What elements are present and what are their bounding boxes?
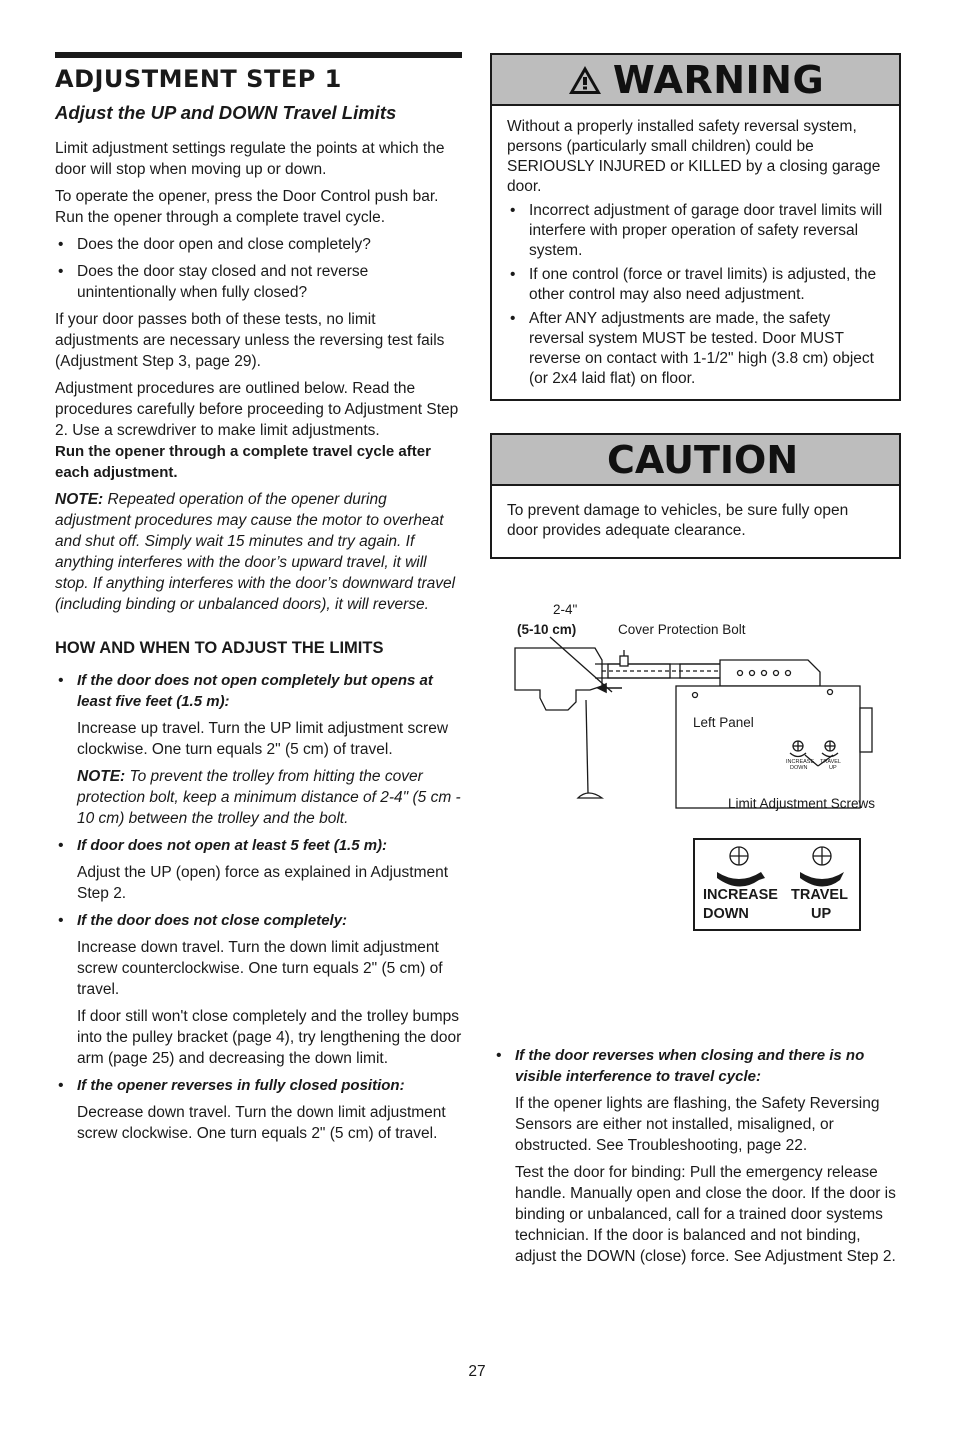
limit-screw-icons [695, 840, 859, 888]
condition-text: Increase up travel. Turn the UP limit adjustment screw clockwise. One turn equals 2" (5 cm) of travel. [77, 720, 449, 758]
condition-text: Adjust the UP (open) force as explained in Adjustment Step 2. [77, 864, 449, 902]
left-column [55, 52, 462, 1150]
caution-header [492, 435, 899, 486]
small-increase-label: INCREASE [786, 759, 815, 765]
small-up-label: UP [829, 765, 837, 771]
warning-list [507, 201, 883, 389]
condition-text: If door still won't close completely and the trolley bumps into the pulley bracket (page 4), try lengthening the door arm (page 25) and decreasing the down limit. [77, 1008, 462, 1067]
caution-text: To prevent damage to vehicles, be sure fully open door provides adequate clearance. [507, 502, 849, 539]
small-down-label: DOWN [790, 765, 808, 771]
condition-heading: • If door does not open at least 5 feet (1.5 m): [55, 835, 462, 856]
condition-heading: • If the door reverses when closing and there is no visible interference to travel cycle: [493, 1045, 901, 1087]
procedures-paragraph: Adjustment procedures are outlined below. Read the procedures carefully before proceeding to Adjustment Step 2. Use a screwdriver to make limit adjustments. [55, 380, 459, 439]
how-when-heading: HOW AND WHEN TO ADJUST THE LIMITS [55, 639, 384, 657]
warning-triangle-icon [567, 64, 603, 96]
caution-box [490, 433, 901, 559]
opener-diagram [490, 600, 901, 940]
condition-text: If the opener lights are flashing, the Safety Reversing Sensors are either not installed, misaligned, or obstructed. See Troubleshooting, page 22. [515, 1095, 880, 1154]
legend-up-label: UP [811, 906, 832, 922]
operate-paragraph: To operate the opener, press the Door Control push bar. Run the opener through a complete travel cycle. [55, 188, 439, 226]
condition-text: Test the door for binding: Pull the emergency release handle. Manually open and close the door. If the door is binding or unbalanced, call for a trained door systems technician. If the door is balanced and not binding, adjust the DOWN (close) force. See Adjustment Step 2. [515, 1164, 896, 1265]
left-panel-label: Left Panel [693, 715, 754, 730]
distance-cm-label: (5-10 cm) [517, 622, 577, 637]
warning-intro: Without a properly installed safety reversal system, persons (particularly small children) could be SERIOUSLY INJURED or KILLED by a closing garage door. [507, 118, 881, 195]
warning-header [492, 55, 899, 106]
list-item: • Does the door stay closed and not reverse unintentionally when fully closed? [55, 261, 462, 303]
warning-box [490, 53, 901, 401]
page-title: ADJUSTMENT STEP 1 [55, 65, 342, 93]
caution-heading: CAUTION [607, 437, 799, 482]
limit-screws-label: Limit Adjustment Screws [728, 796, 876, 811]
list-item: • If one control (force or travel limits) is adjusted, the other control may also need adjustment. [507, 265, 883, 305]
run-cycle-instruction: Run the opener through a complete travel cycle after each adjustment. [55, 443, 431, 481]
condition-body [55, 862, 462, 904]
condition-body [493, 1093, 901, 1267]
page-number: 27 [468, 1363, 486, 1380]
small-travel-label: TRAVEL [820, 759, 841, 765]
note-label: NOTE: [55, 491, 104, 508]
subtitle: Adjust the UP and DOWN Travel Limits [55, 102, 397, 123]
legend-increase-label: INCREASE [703, 887, 778, 903]
note-label: NOTE: [77, 768, 126, 785]
pass-paragraph: If your door passes both of these tests, no limit adjustments are necessary unless the reversing test fails (Adjustment Step 3, page 29). [55, 311, 445, 370]
limit-screw-legend [693, 838, 861, 931]
condition-heading: • If the opener reverses in fully closed position: [55, 1075, 462, 1096]
right-column [490, 53, 901, 539]
condition-heading: • If the door does not open completely but opens at least five feet (1.5 m): [55, 670, 462, 712]
right-bottom-section [493, 1045, 901, 1273]
warning-body [492, 106, 899, 389]
cover-bolt-label: Cover Protection Bolt [618, 622, 746, 637]
condition-heading: • If the door does not close completely: [55, 910, 462, 931]
condition-body [55, 718, 462, 829]
list-item: • Does the door open and close completely? [55, 234, 462, 255]
note-paragraph [55, 489, 462, 615]
list-item: • After ANY adjustments are made, the safety reversal system MUST be tested. Door MUST reverse on contact with 1-1/2" high (3.8 cm) object (or 2x4 laid flat) on floor. [507, 309, 883, 389]
condition-text: Decrease down travel. Turn the down limit adjustment screw clockwise. One turn equals 2" (5 cm) of travel. [77, 1104, 446, 1142]
warning-heading: WARNING [612, 57, 825, 102]
note-text: Repeated operation of the opener during adjustment procedures may cause the motor to overheat and shut off. Simply wait 15 minutes and try again. If anything interferes with the door’s upward travel, it will stop. If anything interferes with the door’s downward travel (including binding or unbalanced doors), it will reverse. [55, 491, 456, 613]
condition-body [55, 1102, 462, 1144]
distance-inches-label: 2-4" [553, 602, 578, 617]
test-questions-list [55, 234, 462, 303]
legend-down-label: DOWN [703, 906, 749, 922]
condition-text: Increase down travel. Turn the down limit adjustment screw counterclockwise. One turn equals 2" (5 cm) of travel. [77, 939, 443, 998]
condition-body [55, 937, 462, 1069]
intro-paragraph: Limit adjustment settings regulate the points at which the door will stop when moving up or down. [55, 140, 445, 178]
top-rule [55, 52, 462, 58]
legend-travel-label: TRAVEL [791, 887, 848, 903]
condition-note [77, 766, 462, 829]
list-item: • Incorrect adjustment of garage door travel limits will interfere with proper operation of safety reversal system. [507, 201, 883, 261]
note-text: To prevent the trolley from hitting the cover protection bolt, keep a minimum distance of 2-4" (5 cm - 10 cm) between the trolley and the bolt. [77, 768, 461, 827]
